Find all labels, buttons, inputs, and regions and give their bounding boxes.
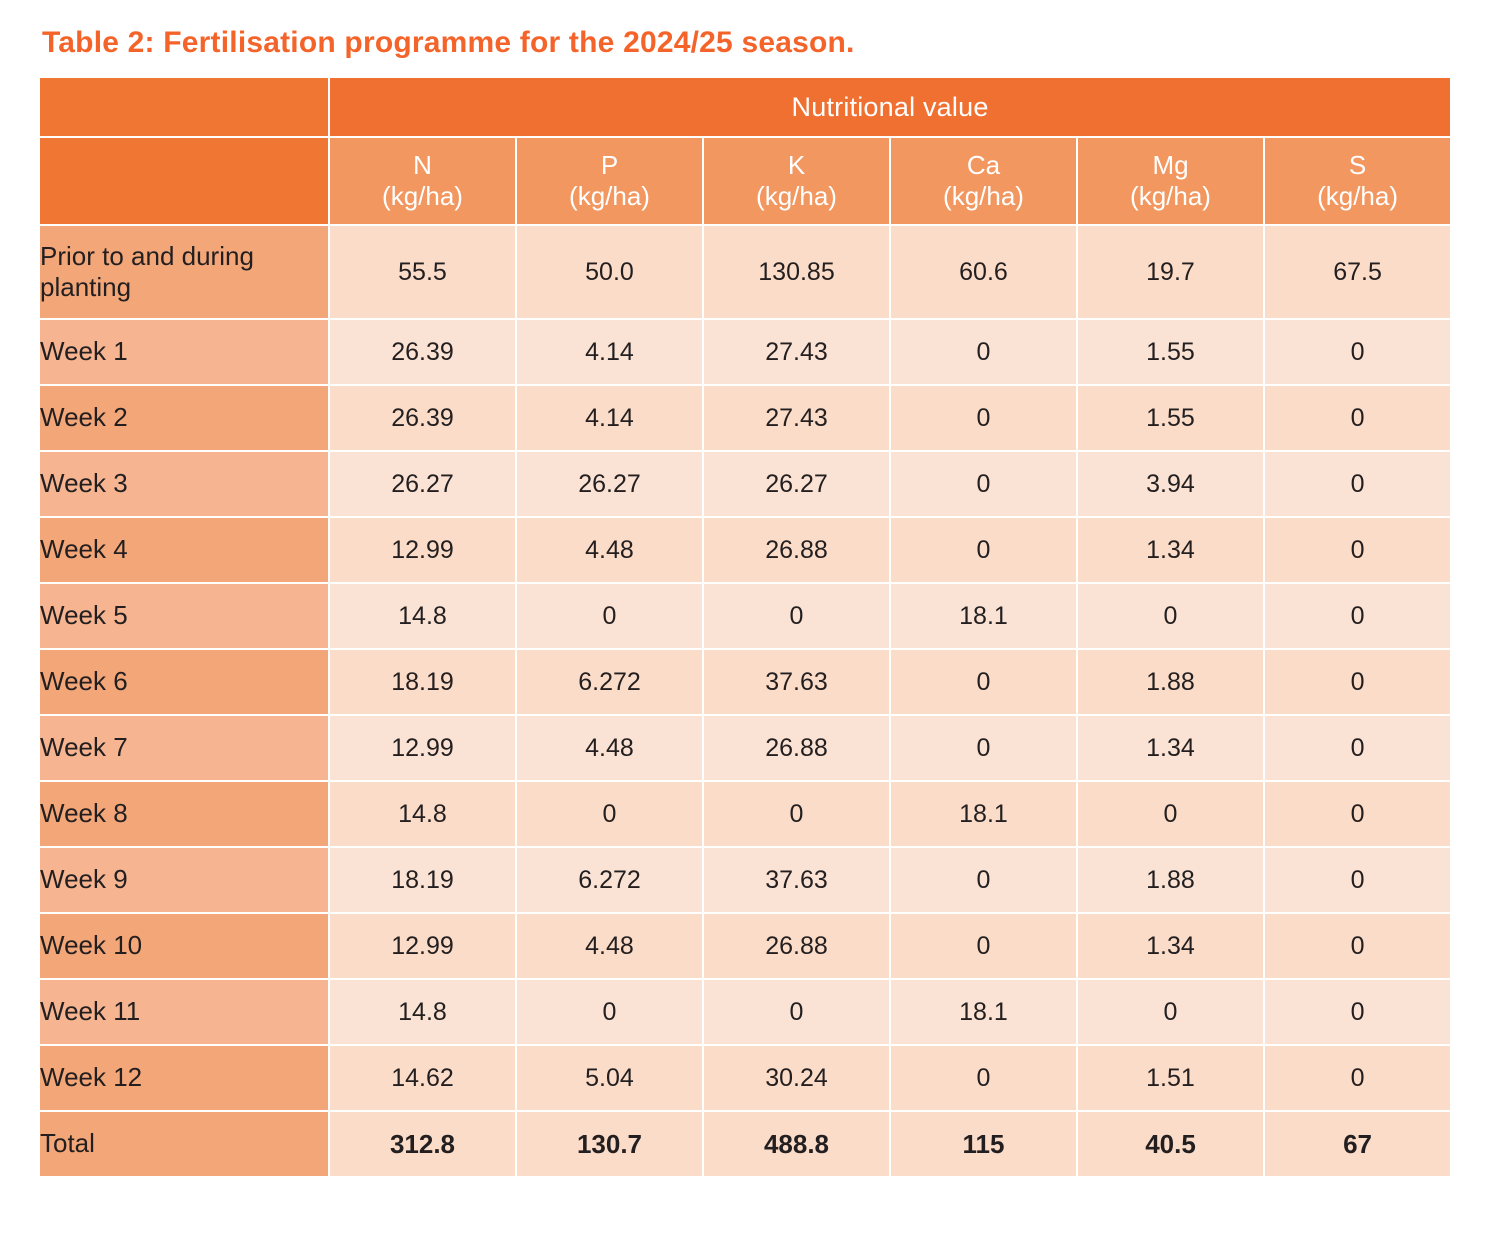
cell-ca: 0 xyxy=(890,913,1077,979)
table-row xyxy=(39,1045,1451,1111)
cell-mg: 1.51 xyxy=(1077,1045,1264,1111)
table-row xyxy=(39,715,1451,781)
column-symbol-s: S xyxy=(1348,150,1367,181)
cell-n: 18.19 xyxy=(329,847,516,913)
cell-k: 27.43 xyxy=(703,319,890,385)
cell-ca: 60.6 xyxy=(890,225,1077,319)
header-group-nutritional-value: Nutritional value xyxy=(329,77,1451,137)
row-label: Week 5 xyxy=(39,583,329,649)
cell-p: 4.48 xyxy=(516,715,703,781)
row-label: Week 10 xyxy=(39,913,329,979)
cell-ca: 0 xyxy=(890,517,1077,583)
column-symbol-mg: Mg xyxy=(1152,150,1189,181)
cell-n: 55.5 xyxy=(329,225,516,319)
cell-mg: 1.34 xyxy=(1077,517,1264,583)
cell-n: 26.39 xyxy=(329,319,516,385)
cell-p: 5.04 xyxy=(516,1045,703,1111)
cell-ca: 0 xyxy=(890,385,1077,451)
cell-p: 50.0 xyxy=(516,225,703,319)
total-s: 67 xyxy=(1264,1111,1451,1177)
cell-ca: 0 xyxy=(890,319,1077,385)
row-label: Week 9 xyxy=(39,847,329,913)
total-k: 488.8 xyxy=(703,1111,890,1177)
cell-s: 0 xyxy=(1264,913,1451,979)
cell-p: 4.14 xyxy=(516,385,703,451)
cell-n: 26.39 xyxy=(329,385,516,451)
row-label: Week 4 xyxy=(39,517,329,583)
cell-n: 12.99 xyxy=(329,715,516,781)
table-row xyxy=(39,847,1451,913)
cell-k: 37.63 xyxy=(703,847,890,913)
row-label-total: Total xyxy=(39,1111,329,1177)
cell-mg: 1.88 xyxy=(1077,649,1264,715)
column-symbol-p: P xyxy=(600,150,619,181)
table-row xyxy=(39,385,1451,451)
cell-n: 12.99 xyxy=(329,913,516,979)
column-header-mg xyxy=(1077,137,1264,225)
cell-p: 6.272 xyxy=(516,649,703,715)
header-corner-blank xyxy=(39,77,329,137)
row-label: Week 6 xyxy=(39,649,329,715)
row-label: Prior to and during planting xyxy=(39,225,329,319)
cell-ca: 0 xyxy=(890,1045,1077,1111)
table-row xyxy=(39,649,1451,715)
cell-mg: 1.34 xyxy=(1077,715,1264,781)
cell-p: 4.48 xyxy=(516,517,703,583)
cell-k: 130.85 xyxy=(703,225,890,319)
header-corner-blank-2 xyxy=(39,137,329,225)
column-header-ca xyxy=(890,137,1077,225)
column-unit-ca: (kg/ha) xyxy=(943,181,1024,211)
cell-n: 18.19 xyxy=(329,649,516,715)
cell-k: 27.43 xyxy=(703,385,890,451)
cell-mg: 1.55 xyxy=(1077,319,1264,385)
cell-ca: 18.1 xyxy=(890,781,1077,847)
cell-n: 14.62 xyxy=(329,1045,516,1111)
table-row xyxy=(39,979,1451,1045)
table-row xyxy=(39,583,1451,649)
table-row xyxy=(39,517,1451,583)
cell-n: 26.27 xyxy=(329,451,516,517)
cell-mg: 0 xyxy=(1077,583,1264,649)
cell-k: 0 xyxy=(703,583,890,649)
cell-n: 14.8 xyxy=(329,583,516,649)
column-symbol-k: K xyxy=(787,150,806,181)
cell-mg: 0 xyxy=(1077,781,1264,847)
table-header-group-row xyxy=(39,77,1451,137)
column-header-s xyxy=(1264,137,1451,225)
cell-s: 0 xyxy=(1264,781,1451,847)
cell-k: 37.63 xyxy=(703,649,890,715)
row-label: Week 8 xyxy=(39,781,329,847)
row-label: Week 12 xyxy=(39,1045,329,1111)
cell-s: 0 xyxy=(1264,649,1451,715)
table-caption: Table 2: Fertilisation programme for the 2024/25 season. xyxy=(42,26,855,59)
column-header-k xyxy=(703,137,890,225)
table-row xyxy=(39,319,1451,385)
column-unit-p: (kg/ha) xyxy=(569,181,650,211)
row-label: Week 7 xyxy=(39,715,329,781)
column-header-p xyxy=(516,137,703,225)
table-header xyxy=(39,77,1451,225)
cell-mg: 1.55 xyxy=(1077,385,1264,451)
cell-mg: 1.88 xyxy=(1077,847,1264,913)
column-symbol-ca: Ca xyxy=(966,150,1001,181)
cell-ca: 18.1 xyxy=(890,583,1077,649)
table-row xyxy=(39,451,1451,517)
table-body xyxy=(39,225,1451,1177)
cell-p: 0 xyxy=(516,979,703,1045)
cell-s: 0 xyxy=(1264,979,1451,1045)
cell-s: 0 xyxy=(1264,319,1451,385)
cell-ca: 18.1 xyxy=(890,979,1077,1045)
total-n: 312.8 xyxy=(329,1111,516,1177)
cell-s: 0 xyxy=(1264,385,1451,451)
cell-s: 0 xyxy=(1264,517,1451,583)
cell-ca: 0 xyxy=(890,451,1077,517)
row-label: Week 1 xyxy=(39,319,329,385)
cell-n: 12.99 xyxy=(329,517,516,583)
cell-k: 0 xyxy=(703,781,890,847)
cell-mg: 0 xyxy=(1077,979,1264,1045)
cell-s: 0 xyxy=(1264,1045,1451,1111)
cell-n: 14.8 xyxy=(329,979,516,1045)
column-symbol-n: N xyxy=(413,150,432,181)
table-header-sub-row xyxy=(39,137,1451,225)
cell-p: 26.27 xyxy=(516,451,703,517)
cell-s: 67.5 xyxy=(1264,225,1451,319)
cell-k: 0 xyxy=(703,979,890,1045)
table-row xyxy=(39,225,1451,319)
column-header-n xyxy=(329,137,516,225)
cell-mg: 3.94 xyxy=(1077,451,1264,517)
table-total-row xyxy=(39,1111,1451,1177)
cell-k: 26.88 xyxy=(703,913,890,979)
cell-s: 0 xyxy=(1264,583,1451,649)
column-unit-n: (kg/ha) xyxy=(382,181,463,211)
cell-k: 26.88 xyxy=(703,715,890,781)
cell-s: 0 xyxy=(1264,847,1451,913)
cell-ca: 0 xyxy=(890,649,1077,715)
total-p: 130.7 xyxy=(516,1111,703,1177)
cell-p: 6.272 xyxy=(516,847,703,913)
cell-k: 26.88 xyxy=(703,517,890,583)
cell-s: 0 xyxy=(1264,451,1451,517)
cell-n: 14.8 xyxy=(329,781,516,847)
total-ca: 115 xyxy=(890,1111,1077,1177)
cell-p: 0 xyxy=(516,781,703,847)
fertilisation-table xyxy=(38,76,1452,1178)
cell-k: 30.24 xyxy=(703,1045,890,1111)
table-row xyxy=(39,913,1451,979)
cell-mg: 19.7 xyxy=(1077,225,1264,319)
cell-p: 4.14 xyxy=(516,319,703,385)
cell-ca: 0 xyxy=(890,847,1077,913)
row-label: Week 2 xyxy=(39,385,329,451)
cell-k: 26.27 xyxy=(703,451,890,517)
cell-p: 0 xyxy=(516,583,703,649)
cell-p: 4.48 xyxy=(516,913,703,979)
total-mg: 40.5 xyxy=(1077,1111,1264,1177)
column-unit-s: (kg/ha) xyxy=(1317,181,1398,211)
cell-s: 0 xyxy=(1264,715,1451,781)
row-label: Week 3 xyxy=(39,451,329,517)
row-label: Week 11 xyxy=(39,979,329,1045)
cell-ca: 0 xyxy=(890,715,1077,781)
column-unit-mg: (kg/ha) xyxy=(1130,181,1211,211)
cell-mg: 1.34 xyxy=(1077,913,1264,979)
column-unit-k: (kg/ha) xyxy=(756,181,837,211)
table-row xyxy=(39,781,1451,847)
